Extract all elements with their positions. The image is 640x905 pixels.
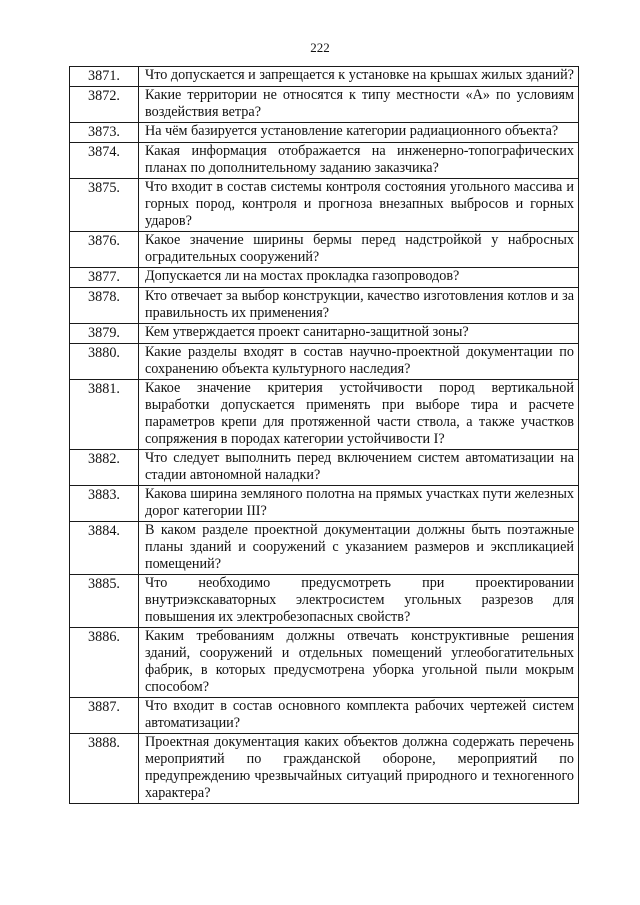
table-row — [70, 67, 579, 87]
table-row — [70, 268, 579, 288]
question-number: 3875. — [70, 179, 139, 232]
questions-table-body — [70, 67, 579, 804]
question-number: 3882. — [70, 450, 139, 486]
question-text: Какое значение ширины бермы перед надстройкой у набросных оградительных сооружений? — [139, 232, 579, 268]
table-row — [70, 87, 579, 123]
question-number: 3880. — [70, 344, 139, 380]
table-row — [70, 628, 579, 698]
table-row — [70, 123, 579, 143]
questions-table — [69, 66, 579, 804]
question-text: Что следует выполнить перед включением систем автоматизации на стадии автономной наладки? — [139, 450, 579, 486]
question-number: 3887. — [70, 698, 139, 734]
table-row — [70, 344, 579, 380]
question-number: 3877. — [70, 268, 139, 288]
question-text: Какая информация отображается на инженерно-топографических планах по дополнительному заданию заказчика? — [139, 143, 579, 179]
question-text: Что входит в состав системы контроля состояния угольного массива и горных пород, контроля и прогноза внезапных выбросов и горных ударов? — [139, 179, 579, 232]
question-text: Кто отвечает за выбор конструкции, качество изготовления котлов и за правильность их применения? — [139, 288, 579, 324]
table-row — [70, 380, 579, 450]
question-text: Каким требованиям должны отвечать конструктивные решения зданий, сооружений и отдельных помещений углеобогатительных фабрик, в которых предусмотрена уборка угольной пыли мокрым способом? — [139, 628, 579, 698]
question-text: Что необходимо предусмотреть при проектировании внутриэкскаваторных электросистем угольных разрезов для повышения их электробезопасных свойств? — [139, 575, 579, 628]
question-text: На чём базируется установление категории радиационного объекта? — [139, 123, 579, 143]
question-number: 3871. — [70, 67, 139, 87]
question-number: 3879. — [70, 324, 139, 344]
question-text: Что входит в состав основного комплекта рабочих чертежей систем автоматизации? — [139, 698, 579, 734]
table-row — [70, 288, 579, 324]
question-text: Какие территории не относятся к типу местности «А» по условиям воздействия ветра? — [139, 87, 579, 123]
question-text: Допускается ли на мостах прокладка газопроводов? — [139, 268, 579, 288]
question-number: 3888. — [70, 734, 139, 804]
question-number: 3878. — [70, 288, 139, 324]
table-row — [70, 486, 579, 522]
table-row — [70, 450, 579, 486]
table-row — [70, 324, 579, 344]
question-text: Кем утверждается проект санитарно-защитной зоны? — [139, 324, 579, 344]
question-number: 3884. — [70, 522, 139, 575]
page-number: 222 — [310, 40, 330, 55]
question-number: 3872. — [70, 87, 139, 123]
table-row — [70, 232, 579, 268]
table-row — [70, 575, 579, 628]
question-number: 3881. — [70, 380, 139, 450]
question-text: В каком разделе проектной документации должны быть поэтажные планы зданий и сооружений с указанием размеров и экспликацией помещений? — [139, 522, 579, 575]
table-row — [70, 734, 579, 804]
table-row — [70, 698, 579, 734]
table-row — [70, 522, 579, 575]
table-row — [70, 179, 579, 232]
question-text: Проектная документация каких объектов должна содержать перечень мероприятий по гражданской обороне, мероприятий по предупреждению чрезвычайных ситуаций природного и техногенного характера? — [139, 734, 579, 804]
question-number: 3873. — [70, 123, 139, 143]
question-text: Что допускается и запрещается к установке на крышах жилых зданий? — [139, 67, 579, 87]
question-text: Какие разделы входят в состав научно-проектной документации по сохранению объекта культурного наследия? — [139, 344, 579, 380]
table-row — [70, 143, 579, 179]
question-number: 3874. — [70, 143, 139, 179]
question-number: 3886. — [70, 628, 139, 698]
question-number: 3876. — [70, 232, 139, 268]
question-number: 3883. — [70, 486, 139, 522]
question-number: 3885. — [70, 575, 139, 628]
question-text: Какое значение критерия устойчивости пород вертикальной выработки допускается применять при выборе тира и расчете параметров крепи для протяженной части ствола, а также участков сопряжения в породах категории устойчивости I? — [139, 380, 579, 450]
question-text: Какова ширина земляного полотна на прямых участках пути железных дорог категории III? — [139, 486, 579, 522]
